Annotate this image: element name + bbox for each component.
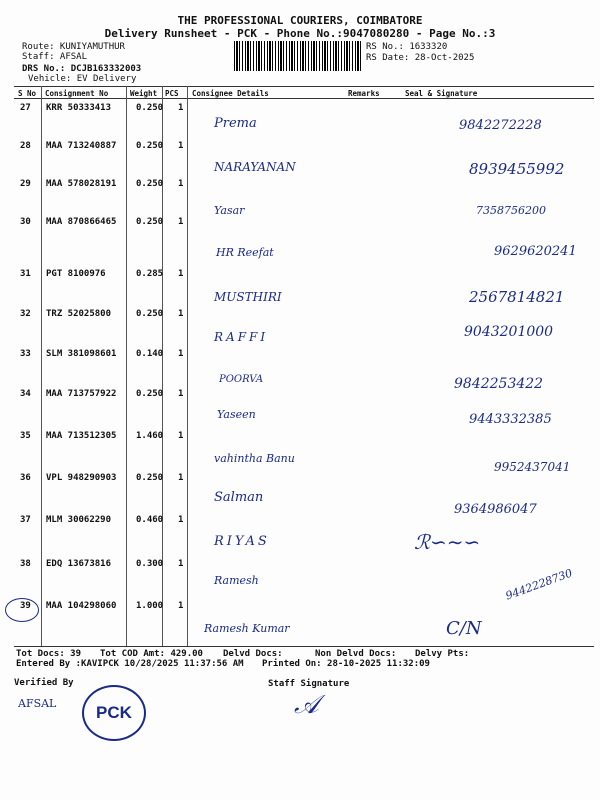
- row-pcs: 1: [178, 559, 184, 569]
- signature-phone: 9364986047: [454, 502, 537, 517]
- row-pcs: 1: [178, 431, 184, 441]
- row-sno: 36: [20, 473, 31, 483]
- row-pcs: 1: [178, 141, 184, 151]
- table-top-rule: [14, 86, 594, 87]
- consignee-name: NARAYANAN: [214, 160, 296, 174]
- signature-phone: C/N: [446, 618, 482, 639]
- row-consignment: MLM 30062290: [46, 515, 112, 525]
- signature-phone: 9952437041: [494, 460, 571, 474]
- signature-phone: 2567814821: [469, 288, 565, 306]
- row-highlight-circle: [5, 598, 39, 622]
- signature-phone: 8939455992: [469, 160, 565, 178]
- row-consignment: MAA 104298060: [46, 601, 117, 611]
- row-sno: 33: [20, 349, 31, 359]
- consignee-name: Ramesh Kumar: [204, 622, 290, 635]
- row-consignment: MAA 870866465: [46, 217, 117, 227]
- col-sno: S No: [18, 89, 37, 98]
- row-weight: 0.250: [136, 103, 164, 113]
- table-bottom-rule: [14, 646, 594, 647]
- table-row: [14, 176, 594, 217]
- verified-by-label: Verified By: [14, 678, 74, 688]
- delvd-docs: Delvd Docs:: [223, 649, 283, 659]
- table-row: [14, 214, 594, 259]
- signature-phone: 9443332385: [469, 412, 552, 427]
- table-row: [14, 598, 594, 639]
- row-consignment: MAA 713240887: [46, 141, 117, 151]
- consignee-name: Prema: [214, 116, 257, 131]
- row-consignment: MAA 713512305: [46, 431, 117, 441]
- row-weight: 0.250: [136, 179, 164, 189]
- row-sno: 34: [20, 389, 31, 399]
- table-header-rule: [14, 98, 594, 99]
- delvy-pts: Delvy Pts:: [415, 649, 470, 659]
- row-consignment: MAA 578028191: [46, 179, 117, 189]
- table-row: [14, 386, 594, 427]
- col-seal: Seal & Signature: [405, 89, 478, 98]
- verifier-name: AFSAL: [18, 697, 57, 710]
- consignee-name: Ramesh: [214, 574, 259, 587]
- runsheet-subtitle: Delivery Runsheet - PCK - Phone No.:9047080280 - Page No.:3: [104, 27, 496, 40]
- row-consignment: MAA 713757922: [46, 389, 117, 399]
- signature-phone: 9842272228: [459, 118, 542, 133]
- table-row: [14, 512, 594, 554]
- row-sno: 39: [20, 601, 31, 611]
- pck-stamp: PCK: [82, 685, 146, 741]
- row-sno: 32: [20, 309, 31, 319]
- consignee-name: MUSTHIRI: [214, 290, 282, 304]
- row-sno: 28: [20, 141, 31, 151]
- consignee-name: HR Reefat: [216, 246, 274, 259]
- row-weight: 1.460: [136, 431, 164, 441]
- table-row: [14, 266, 594, 304]
- row-pcs: 1: [178, 269, 184, 279]
- row-consignment: SLM 381098601: [46, 349, 117, 359]
- col-remarks: Remarks: [348, 89, 380, 98]
- row-weight: 0.250: [136, 389, 164, 399]
- drs-number: DRS No.: DCJB163332003: [22, 64, 142, 74]
- table-row: [14, 100, 594, 138]
- row-sno: 30: [20, 217, 31, 227]
- signature-phone: 9629620241: [494, 244, 577, 259]
- row-sno: 35: [20, 431, 31, 441]
- entered-by: Entered By :KAVIPCK 10/28/2025 11:37:56 AM: [16, 659, 244, 669]
- row-pcs: 1: [178, 601, 184, 611]
- consignee-name: RIYAS: [214, 534, 270, 549]
- route-label: Route: KUNIYAMUTHUR: [22, 42, 125, 52]
- table-row: [14, 138, 594, 176]
- row-pcs: 1: [178, 389, 184, 399]
- row-consignment: PGT 8100976: [46, 269, 106, 279]
- table-row: [14, 428, 594, 474]
- row-consignment: VPL 948290903: [46, 473, 117, 483]
- vehicle-label: Vehicle: EV Delivery: [28, 74, 137, 84]
- consignee-name: RAFFI: [214, 330, 269, 344]
- row-consignment: TRZ 52025800: [46, 309, 112, 319]
- row-weight: 0.250: [136, 141, 164, 151]
- non-delvd-docs: Non Delvd Docs:: [315, 649, 397, 659]
- company-title: THE PROFESSIONAL COURIERS, COIMBATORE: [177, 14, 423, 27]
- col-consignee: Consignee Details: [192, 89, 269, 98]
- consignee-name: Salman: [214, 490, 264, 505]
- row-pcs: 1: [178, 473, 184, 483]
- row-consignment: EDQ 13673816: [46, 559, 112, 569]
- staff-signature-label: Staff Signature: [268, 679, 350, 689]
- row-sno: 38: [20, 559, 31, 569]
- row-weight: 0.285: [136, 269, 164, 279]
- printed-on: Printed On: 28-10-2025 11:32:09: [262, 659, 430, 669]
- table-row: [14, 346, 594, 392]
- table-row: [14, 556, 594, 603]
- consignee-name: vahintha Banu: [214, 452, 295, 465]
- row-pcs: 1: [178, 309, 184, 319]
- signature-phone: 7358756200: [476, 204, 546, 217]
- row-pcs: 1: [178, 103, 184, 113]
- table-row: [14, 470, 594, 517]
- rs-number: RS No.: 1633320: [366, 42, 448, 52]
- staff-signature-scribble: 𝒜: [294, 690, 319, 720]
- staff-label: Staff: AFSAL: [22, 52, 88, 62]
- tot-docs: Tot Docs: 39: [16, 649, 82, 659]
- tot-cod-amt: Tot COD Amt: 429.00: [100, 649, 203, 659]
- row-pcs: 1: [178, 179, 184, 189]
- row-sno: 27: [20, 103, 31, 113]
- col-consignment: Consignment No: [45, 89, 109, 98]
- consignee-name: Yaseen: [217, 408, 256, 421]
- row-weight: 0.460: [136, 515, 164, 525]
- table-row: [14, 306, 594, 344]
- rs-date: RS Date: 28-Oct-2025: [366, 53, 475, 63]
- signature-phone: 9842253422: [454, 376, 544, 392]
- row-sno: 29: [20, 179, 31, 189]
- row-pcs: 1: [178, 217, 184, 227]
- row-sno: 31: [20, 269, 31, 279]
- signature-phone: 9442228730: [503, 566, 575, 603]
- col-weight: Weight: [130, 89, 158, 98]
- row-weight: 0.250: [136, 473, 164, 483]
- consignee-name: POORVA: [219, 374, 264, 385]
- row-sno: 37: [20, 515, 31, 525]
- row-weight: 0.140: [136, 349, 164, 359]
- signature-phone: 9043201000: [464, 324, 554, 340]
- row-pcs: 1: [178, 349, 184, 359]
- row-weight: 0.250: [136, 217, 164, 227]
- row-weight: 0.300: [136, 559, 164, 569]
- row-consignment: KRR 50333413: [46, 103, 112, 113]
- barcode-image: [234, 41, 362, 71]
- col-pcs: PCS: [165, 89, 179, 98]
- signature-scribble: ℛ∽∼∽: [414, 530, 481, 554]
- consignee-name: Yasar: [214, 204, 245, 217]
- row-weight: 0.250: [136, 309, 164, 319]
- row-pcs: 1: [178, 515, 184, 525]
- row-weight: 1.000: [136, 601, 164, 611]
